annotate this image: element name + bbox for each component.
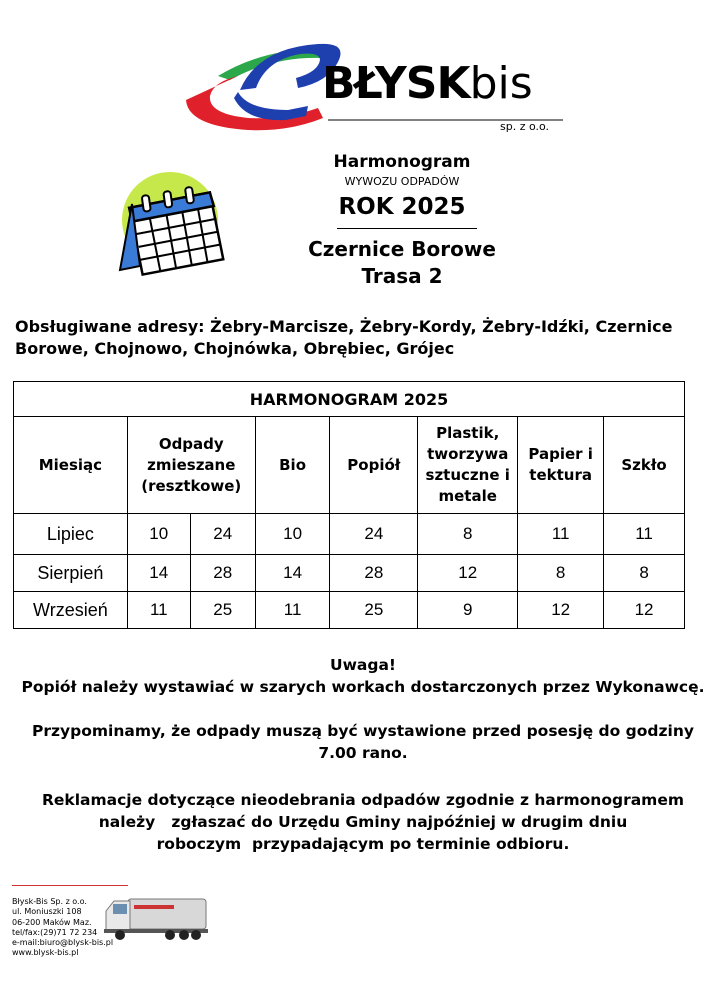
- header-year: ROK 2025: [338, 194, 466, 220]
- mixed-date-2: 28: [190, 555, 255, 592]
- month-cell: Sierpień: [14, 555, 128, 592]
- garbage-truck-icon: [100, 893, 210, 943]
- header-divider: [337, 228, 477, 229]
- calendar-icon: [110, 170, 235, 280]
- logo-text: [322, 58, 533, 109]
- mixed-date-1: 10: [127, 514, 190, 555]
- notice-ash: Popiół należy wystawiać w szarych workach dostarczonych przez Wykonawcę.: [21, 678, 705, 696]
- ash-date: 24: [330, 514, 418, 555]
- footer-phone: tel/fax:(29)71 72 234: [12, 927, 98, 937]
- notice-heading: Uwaga!: [330, 656, 396, 674]
- footer-email: e-mail:biuro@blysk-bis.pl: [12, 938, 114, 948]
- paper-date: 8: [518, 555, 604, 592]
- paper-date: 11: [518, 514, 604, 555]
- mixed-date-2: 24: [190, 514, 255, 555]
- logo-subtitle: sp. z o.o.: [500, 120, 550, 133]
- notice-reminder-line: 7.00 rano.: [318, 744, 408, 762]
- month-cell: Wrzesień: [14, 592, 128, 629]
- header-subtitle: WYWOZU ODPADÓW: [344, 175, 460, 188]
- served-addresses: Obsługiwane adresy: Żebry-Marcisze, Żebry-Kordy, Żebry-Idźki, Czernice Borowe, Chojnowo, Chojnówka, Obrębiec, Grójec: [15, 317, 673, 358]
- table-title: HARMONOGRAM 2025: [14, 382, 685, 417]
- header-bio: Bio: [255, 417, 330, 514]
- header-plastic: Plastik, tworzywa sztuczne i metale: [418, 417, 518, 514]
- header-title: Harmonogram: [333, 152, 471, 172]
- table-row: [14, 555, 685, 592]
- bio-date: 11: [255, 592, 330, 629]
- mixed-date-2: 25: [190, 592, 255, 629]
- month-cell: Lipiec: [14, 514, 128, 555]
- schedule-table: [13, 381, 685, 629]
- header-paper: Papier i tektura: [518, 417, 604, 514]
- glass-date: 11: [604, 514, 685, 555]
- table-row: [14, 514, 685, 555]
- header-route: Trasa 2: [361, 264, 443, 288]
- table-title-row: [14, 382, 685, 417]
- footer-city: 06-200 Maków Maz.: [12, 917, 92, 927]
- table-row: [14, 592, 685, 629]
- ash-date: 28: [330, 555, 418, 592]
- mixed-date-1: 11: [127, 592, 190, 629]
- table-header-row: [14, 417, 685, 514]
- plastic-date: 8: [418, 514, 518, 555]
- notice-complaints-line: Reklamacje dotyczące nieodebrania odpadów zgodnie z harmonogramem: [41, 791, 685, 809]
- mixed-date-1: 14: [127, 555, 190, 592]
- notice-complaints-line: roboczym przypadającym po terminie odbioru.: [156, 835, 570, 853]
- footer-web: www.blysk-bis.pl: [12, 948, 79, 958]
- plastic-date: 12: [418, 555, 518, 592]
- plastic-date: 9: [418, 592, 518, 629]
- bio-date: 10: [255, 514, 330, 555]
- bio-date: 14: [255, 555, 330, 592]
- footer-company: Błysk-Bis Sp. z o.o.: [12, 897, 87, 906]
- logo-brand-suffix: bis: [469, 58, 533, 109]
- notice-reminder: [0, 720, 726, 764]
- glass-date: 8: [604, 555, 685, 592]
- header-month: Miesiąc: [14, 417, 128, 514]
- logo-brand-main: BŁYSK: [322, 58, 470, 109]
- notice-reminder-line: Przypominamy, że odpady muszą być wystawione przed posesję do godziny: [32, 722, 694, 740]
- header-place: Czernice Borowe: [308, 237, 496, 261]
- footer-contact: [12, 897, 113, 959]
- glass-date: 12: [604, 592, 685, 629]
- footer-street: ul. Moniuszki 108: [12, 907, 82, 917]
- header-ash: Popiół: [330, 417, 418, 514]
- notice-complaints-line: należy zgłaszać do Urzędu Gminy najpóźniej w drugim dniu: [98, 813, 628, 831]
- notice-complaints: [0, 789, 726, 855]
- paper-date: 12: [518, 592, 604, 629]
- ash-date: 25: [330, 592, 418, 629]
- header-mixed: Odpady zmieszane (resztkowe): [127, 417, 255, 514]
- header-glass: Szkło: [604, 417, 685, 514]
- footer-divider: [12, 885, 128, 886]
